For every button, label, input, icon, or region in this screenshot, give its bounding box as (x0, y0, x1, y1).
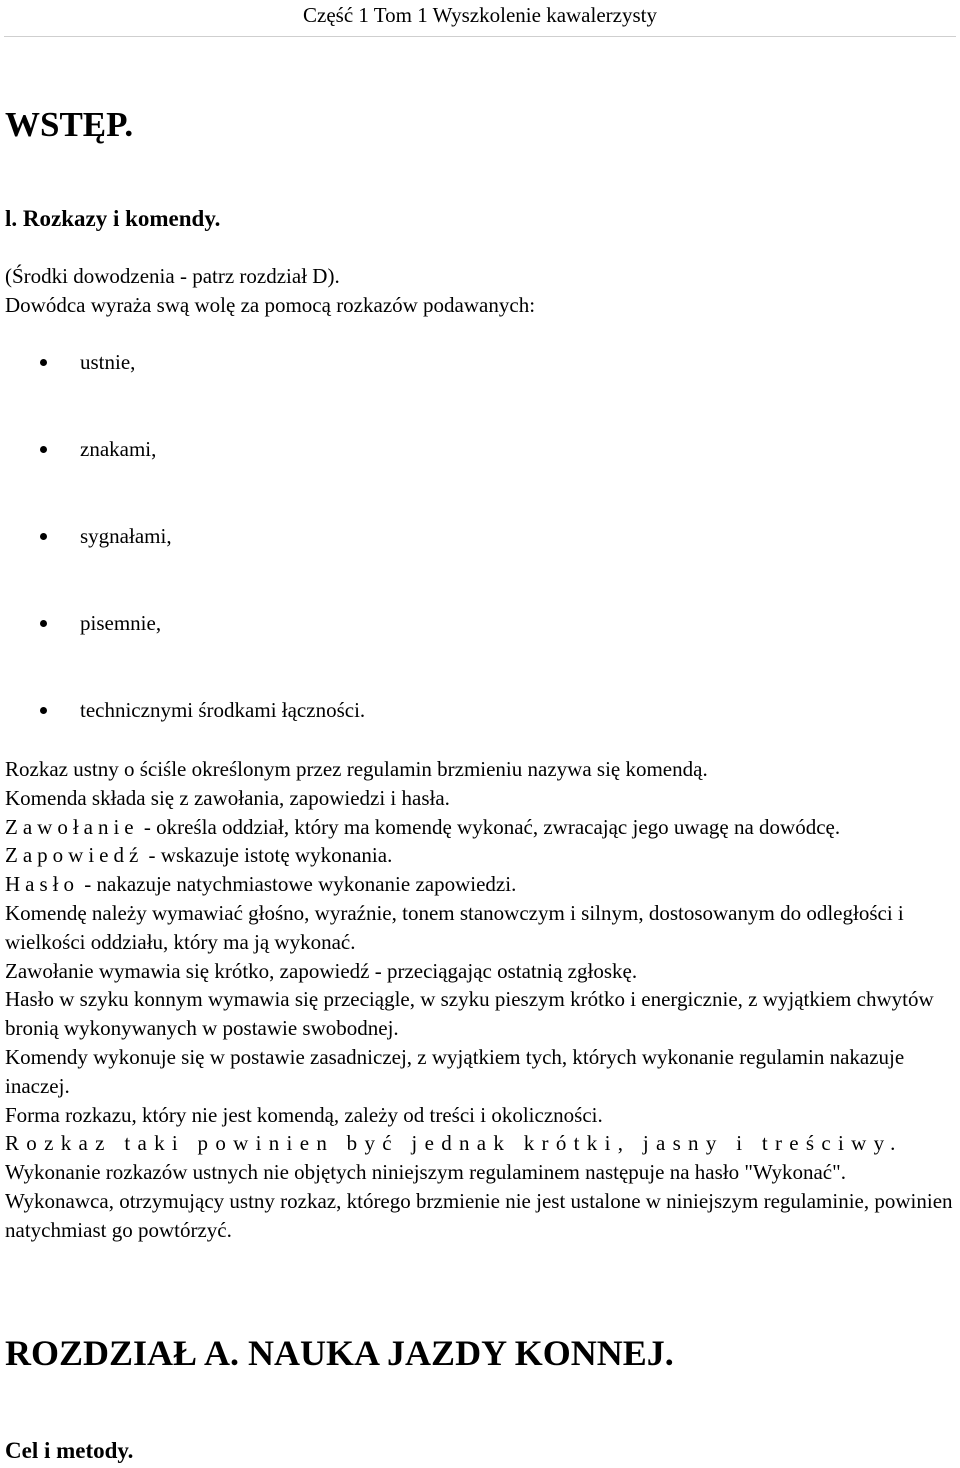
list-item-label: ustnie, (80, 350, 136, 374)
heading-cel-i-metody: Cel i metody. (5, 1438, 134, 1463)
list-item (0, 696, 960, 725)
paragraph-wymawianie-komendy: Komendę należy wymawiać głośno, wyraźnie, tonem stanowczym i silnym, dostosowanym do odległości i wielkości oddziału, który ma ją wykonać. (5, 900, 904, 954)
definition-haslo: - nakazuje natychmiastowe wykonanie zapowiedzi. (79, 872, 517, 897)
heading-rozkazy-i-komendy: l. Rozkazy i komendy. (5, 206, 221, 231)
heading-wstep: WSTĘP. (5, 105, 134, 144)
paragraph-zawolanie-wymowa: Zawołanie wymawia się krótko, zapowiedź - przeciągając ostatnią zgłoskę. (5, 958, 638, 983)
list-item (0, 522, 960, 551)
intro-line-dowodca: Dowódca wyraża swą wolę za pomocą rozkazów podawanych: (5, 293, 536, 317)
paragraph-rozkaz-ustny: Rozkaz ustny o ściśle określonym przez regulamin brzmieniu nazywa się komendą. (5, 757, 708, 781)
intro-section (5, 262, 955, 320)
paragraph-zapowiedz (5, 841, 957, 870)
order-methods-list (0, 348, 960, 725)
list-item-label: sygnałami, (80, 524, 172, 548)
paragraph-postawa-zasadnicza: Komendy wykonuje się w postawie zasadniczej, z wyjątkiem tych, których wykonanie regulamin nakazuje inaczej. (5, 1044, 905, 1098)
list-item-label: pisemnie, (80, 611, 162, 635)
bullet-icon (40, 359, 47, 366)
header-divider (4, 36, 956, 37)
paragraph-haslo-wymowa: Hasło w szyku konnym wymawia się przeciągle, w szyku pieszym krótko i energicznie, z wyjątkiem chwytów bronią wykonywanych w postawie swobodnej. (5, 987, 934, 1041)
paragraph-wykonanie-rozkazow: Wykonanie rozkazów ustnych nie objętych niniejszym regulaminem następuje na hasło "Wykonać". (5, 1160, 846, 1185)
list-item (0, 609, 960, 638)
list-item (0, 348, 960, 377)
bullet-icon (40, 620, 47, 627)
paragraph-wykonawca: Wykonawca, otrzymujący ustny rozkaz, którego brzmienie nie jest ustalone w niniejszym regulaminie, powinien natychmiast go powtórzyć. (5, 1188, 953, 1242)
heading-rozdzial-a: ROZDZIAŁ A. NAUKA JAZDY KONNEJ. (5, 1333, 674, 1373)
term-haslo: Hasło (5, 872, 79, 897)
list-item-label: technicznymi środkami łączności. (80, 698, 366, 722)
bullet-icon (40, 533, 47, 540)
list-item-label: znakami, (80, 437, 157, 461)
page-header (0, 0, 960, 36)
intro-line-srodki: (Środki dowodzenia - patrz rozdział D). (5, 264, 340, 288)
definition-zawolanie: - określa oddział, który ma komendę wykonać, zwracając jego uwagę na dowódcę. (138, 814, 841, 839)
header-title: Część 1 Tom 1 Wyszkolenie kawalerzysty (303, 3, 657, 27)
list-item (0, 435, 960, 464)
bullet-icon (40, 707, 47, 714)
term-zawolanie: Zawołanie (5, 814, 139, 839)
definition-zapowiedz: - wskazuje istotę wykonania. (143, 843, 393, 868)
paragraph-zawolanie (5, 813, 957, 842)
term-zapowiedz: Zapowiedź (5, 843, 144, 868)
paragraph-haslo (5, 870, 957, 899)
paragraph-rozkaz-krotki: Rozkaz taki powinien być jednak krótki, jasny i treściwy. (5, 1131, 903, 1156)
paragraph-komenda-sklada: Komenda składa się z zawołania, zapowiedzi i hasła. (5, 785, 450, 810)
paragraph-forma-rozkazu: Forma rozkazu, który nie jest komendą, zależy od treści i okoliczności. (5, 1102, 603, 1127)
bullet-icon (40, 446, 47, 453)
body-section (5, 755, 957, 1245)
